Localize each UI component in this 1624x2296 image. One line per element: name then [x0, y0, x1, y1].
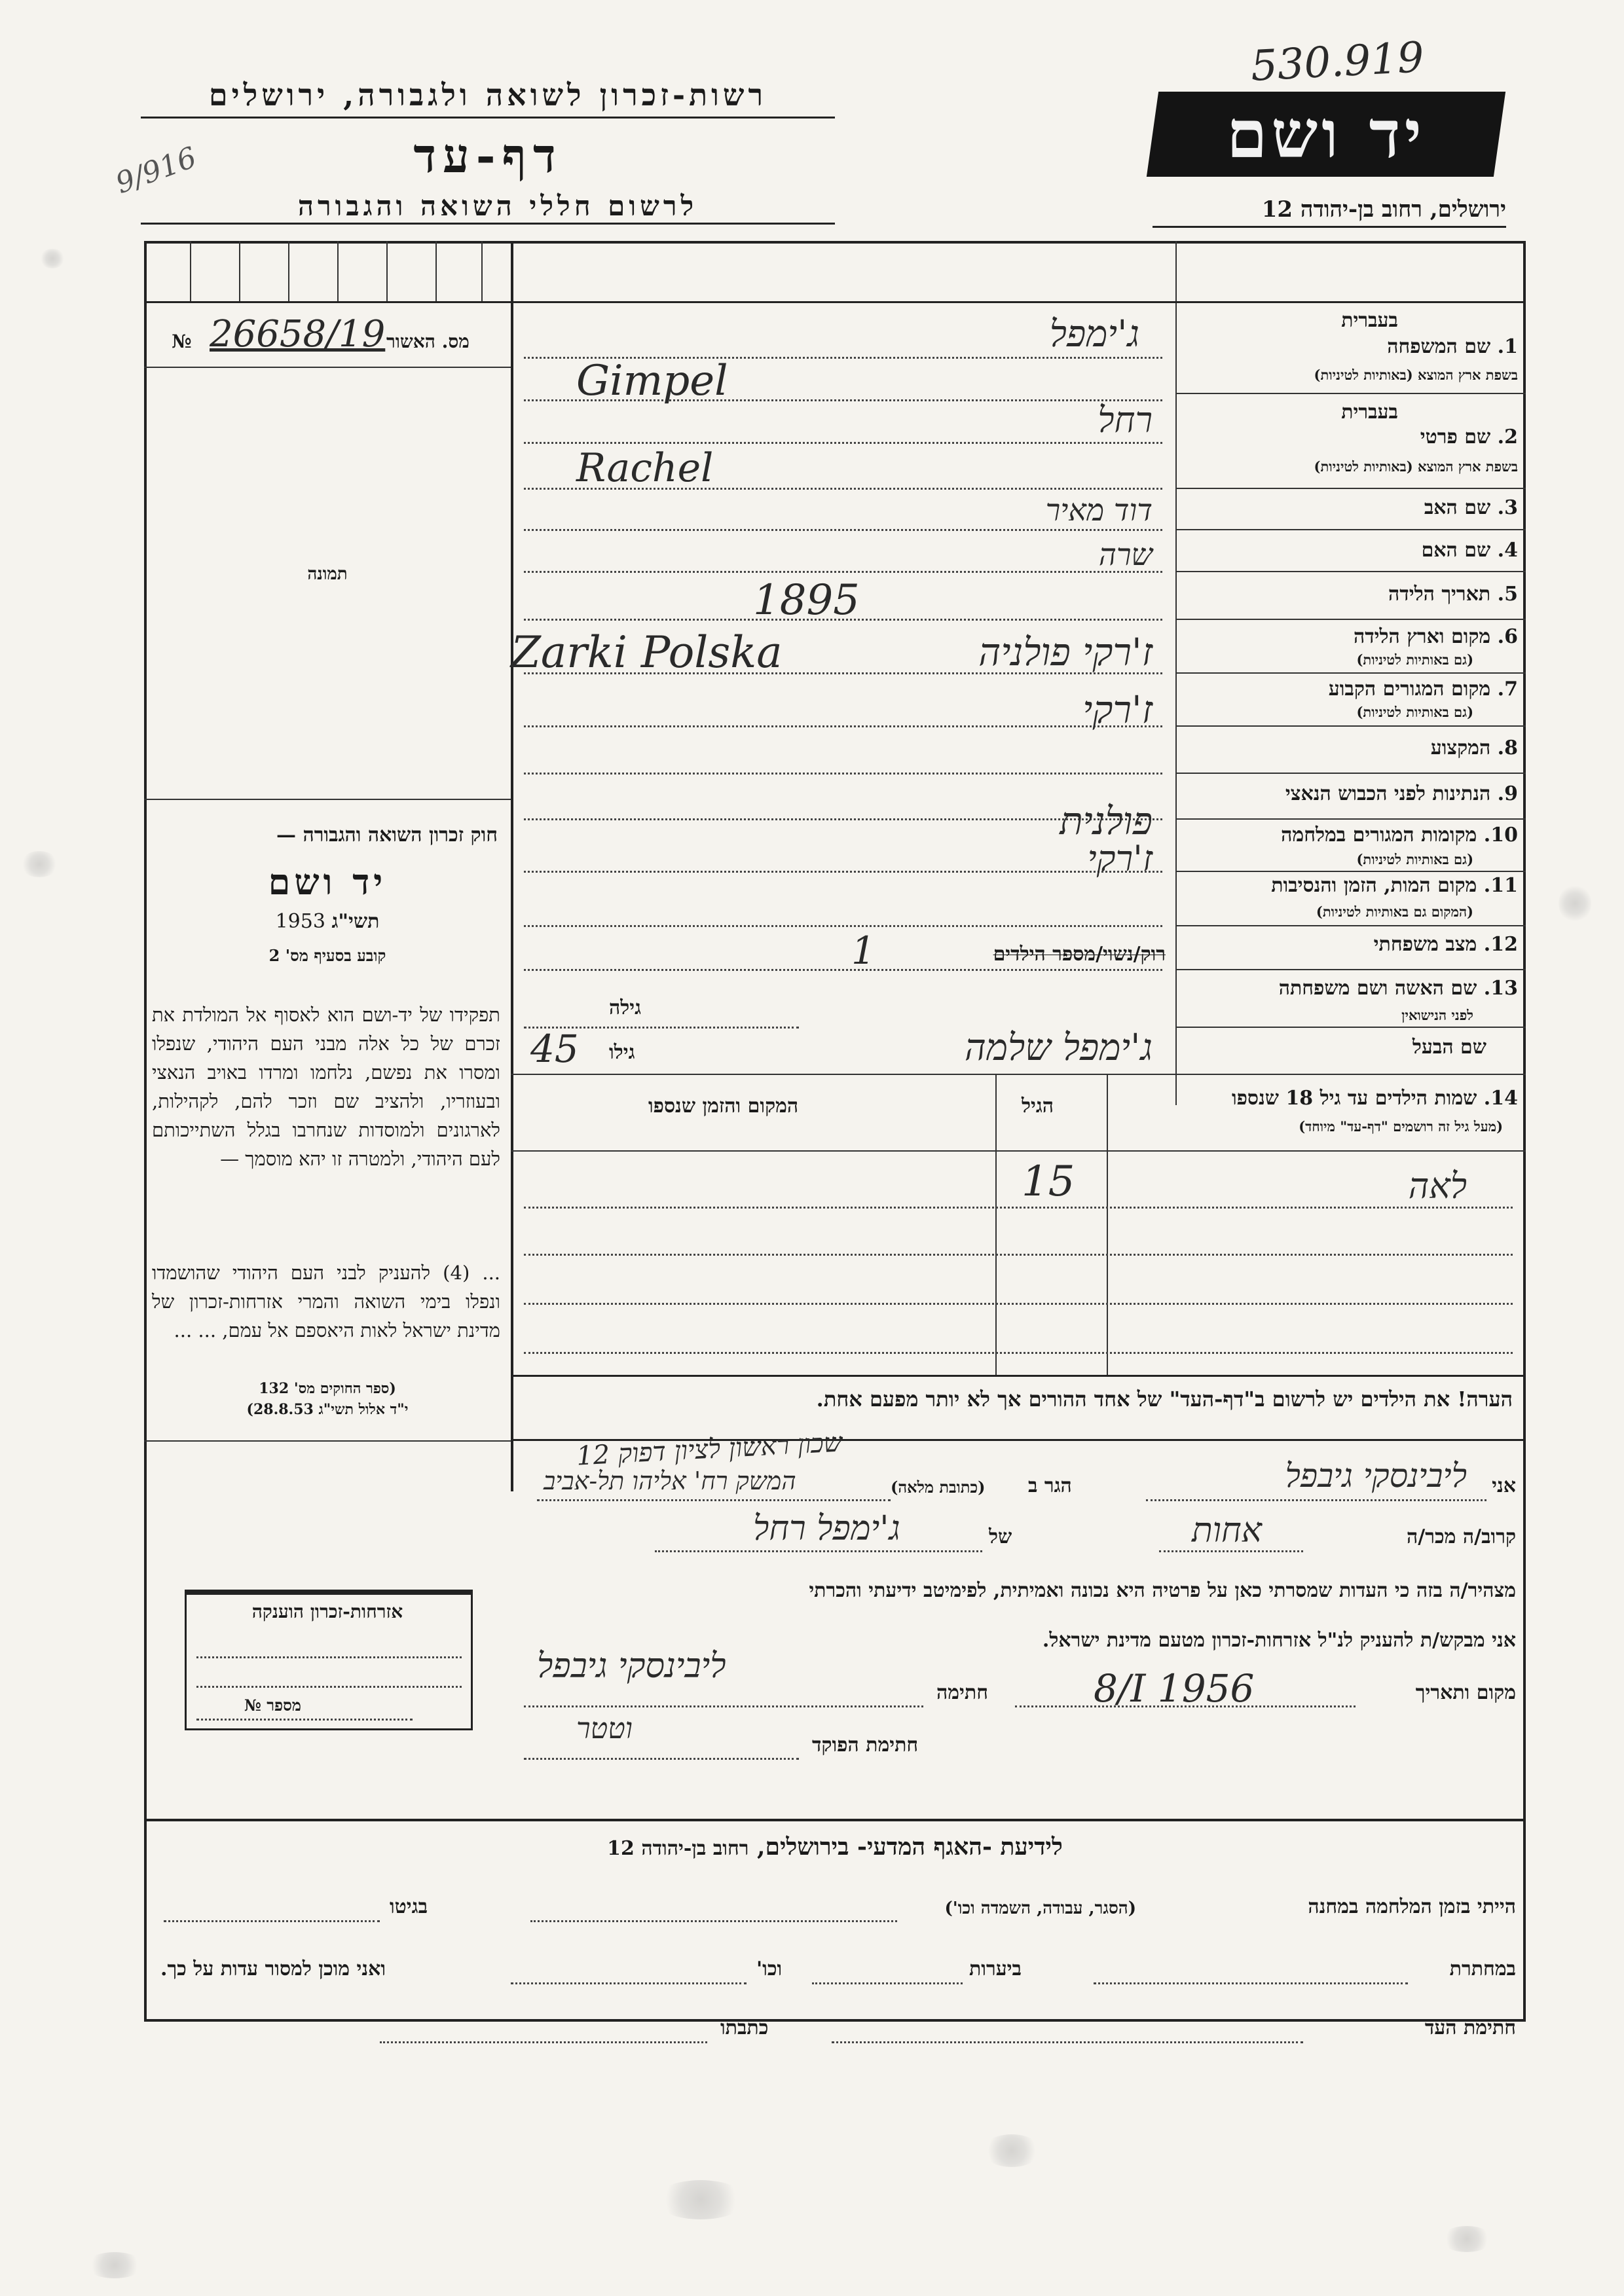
footer-line1-note: (הסגר, עבודה, השמדה וכו') — [944, 1899, 1136, 1918]
cert-number: 26658/19 — [210, 313, 386, 355]
husband-label: שם הבעל — [1412, 1036, 1486, 1059]
husband-age: 45 — [530, 1027, 579, 1071]
field-3-number: 3. — [1497, 496, 1518, 519]
field-13-number: 13. — [1483, 977, 1518, 1000]
law-text-2: ... (4) להעניק לבני העם היהודי שהושמדו ונפלו בימי השואה והמרי אזרחות-זכרון של מדינת ישראל לאות היאספם אל עמם, ... ... — [152, 1262, 501, 1341]
field-1-value-latin: Gimpel — [576, 357, 728, 405]
field-2-number: 2. — [1497, 426, 1518, 448]
address: ירושלים, רחוב בן-יהודה 12 — [1261, 196, 1506, 223]
field-9-number: 9. — [1497, 782, 1518, 805]
cert-label: מס. האשור — [386, 331, 470, 352]
field-6-label — [1354, 625, 1518, 648]
field-12-label — [1374, 933, 1518, 956]
child-1-name: לאה — [1408, 1165, 1467, 1207]
field-4-label — [1422, 539, 1518, 562]
children-number: 14. — [1483, 1087, 1518, 1110]
field-13-sub: לפני הנישואין — [1401, 1007, 1473, 1023]
law-name: יד ושם — [268, 861, 387, 903]
cert-number-sign: № — [172, 331, 192, 352]
relation-of-label: של — [989, 1525, 1012, 1548]
request-text: אני מבקש/ת להעניק לנ"ל אזרחות-זכרון מטעם מדינת ישראל. — [1042, 1629, 1516, 1652]
form-subtitle: לרשום חללי השואה והגבורה — [297, 190, 698, 222]
field-1-value-hebrew: ג'ימפל — [1049, 313, 1139, 355]
field-2-tag: בעברית — [1341, 401, 1398, 424]
children-header-text: שמות הילדים עד גיל 18 שנספו — [1231, 1087, 1477, 1110]
signature-label: חתימה — [936, 1681, 988, 1704]
declarant-signature: ליבינסקי גיבפל — [537, 1647, 726, 1686]
field-6-value-hebrew: ז'רקי פולניה — [978, 630, 1153, 674]
note-text: הערה! את הילדים יש לרשום ב"דף-העד" של אחד ההורים אך לא יותר מפעם אחת. — [816, 1387, 1513, 1412]
declaration-date: 8/I 1956 — [1094, 1666, 1255, 1711]
footer-title — [393, 1833, 1277, 1861]
place-date-label: מקום ותאריך — [1415, 1681, 1516, 1704]
logo-text: יד ושם — [1227, 96, 1426, 173]
field-2-label — [1420, 426, 1518, 448]
field-6-sub: (גם באותיות לטיניות) — [1356, 651, 1473, 668]
footer-line2-etc: וכו' — [756, 1958, 783, 1980]
field-10-name: מקומות המגורים במלחמה — [1281, 824, 1477, 847]
field-1-tag: בעברית — [1341, 309, 1398, 332]
field-7-name: מקום המגורים הקבוע — [1328, 678, 1491, 701]
law-year — [157, 910, 498, 933]
field-6-number: 6. — [1497, 625, 1518, 648]
field-9-name: הנתינות לפני הכבוש הנאצי — [1285, 782, 1491, 805]
field-9-value: פולנית — [1060, 799, 1153, 843]
field-2-sub: בשפת ארץ המוצא (באותיות לטיניות) — [1314, 458, 1518, 475]
field-5-label — [1388, 583, 1518, 606]
field-2-value-latin: Rachel — [576, 445, 714, 491]
declarant-address-1: שכון ראשון לציון דפוק 12 — [576, 1427, 843, 1472]
field-5-name: תאריך הלידה — [1388, 583, 1491, 606]
field-7-number: 7. — [1497, 678, 1518, 701]
footer-line1-camp: הייתי בזמן המלחמה במחנה — [1308, 1895, 1516, 1918]
citizenship-box-title: אזרחות-זכרון הוענקה — [251, 1601, 403, 1622]
declaration-text: מצהיר/ה בזה כי העדות שמסרתי כאן על פרטיה היא נכונה ואמיתית, לפימיטב ידיעתי והכרתי — [809, 1579, 1516, 1602]
footer-address: רחוב בן-יהודה 12 — [607, 1837, 749, 1860]
field-8-label — [1431, 737, 1518, 759]
law-date: י"ד אלול תשי"ג 28.8.53) — [246, 1401, 409, 1418]
field-5-value: 1895 — [753, 576, 860, 625]
declarant-address-label: (כתובת מלאה) — [891, 1478, 986, 1497]
children-header — [1232, 1087, 1518, 1110]
declarant-ani-label: אני — [1492, 1474, 1516, 1497]
law-year-hebrew: תשי"ג — [331, 910, 380, 933]
footer-line2-underground: במחתרת — [1449, 1958, 1516, 1980]
declarant-address-2: המשק רח' אליהו תל-אביב — [544, 1467, 796, 1495]
footer-title-text: לידיעת -האגף המדעי- בירושלים, — [757, 1833, 1063, 1861]
relation-label: קרוב/ה מכר/ה — [1407, 1525, 1516, 1548]
relation-of-value: ג'ימפל רחל — [753, 1509, 900, 1548]
field-3-name: שם האב — [1424, 496, 1491, 519]
field-3-label — [1424, 496, 1518, 519]
field-4-value: שרה — [1098, 537, 1153, 572]
field-1-label — [1387, 335, 1518, 358]
declarant-name: ליבינסקי גיבפל — [1285, 1457, 1467, 1495]
field-8-number: 8. — [1497, 737, 1518, 759]
marital-options: רוק/נשוי/מספר הילדים — [993, 943, 1166, 966]
law-source: (ספר החוקים מס' 132 — [259, 1380, 396, 1397]
husband-name-value: ג'ימפל שלמה — [965, 1027, 1153, 1069]
footer-line3-witness-signature: חתימת העד — [1424, 2016, 1516, 2039]
field-12-name: מצב משפחתי — [1373, 933, 1477, 956]
children-place-header: המקום והזמן שנספו — [648, 1095, 799, 1118]
children-count: 1 — [851, 928, 876, 973]
field-13-name: שם האשה ושם משפחתה — [1278, 977, 1477, 1000]
field-4-number: 4. — [1497, 539, 1518, 562]
field-10-label — [1281, 824, 1518, 847]
field-7-value: ז'רקי — [1082, 687, 1153, 732]
yad-vashem-logo — [1147, 92, 1505, 177]
field-5-number: 5. — [1497, 583, 1518, 606]
field-9-label — [1285, 782, 1518, 805]
field-11-label — [1271, 874, 1518, 897]
field-11-number: 11. — [1483, 874, 1518, 897]
law-title: חוק זכרון השואה והגבורה — — [276, 824, 498, 847]
field-11-sub: (המקום גם באותיות לטיניות) — [1316, 903, 1473, 920]
footer-line2-willing: ואני מוכן למסור עדות על כך. — [160, 1958, 386, 1980]
officer-signature: וטטר — [576, 1712, 633, 1745]
field-7-sub: (גם באותיות לטיניות) — [1356, 704, 1473, 720]
citizenship-box-number: מספר № — [244, 1696, 301, 1715]
field-3-value: דוד מאיר — [1045, 492, 1153, 528]
children-header-sub: (מעל גיל זה רושמים "דף-עד" מיוחד) — [1299, 1118, 1503, 1135]
officer-signature-label: חתימת הפוקד — [812, 1734, 919, 1757]
field-1-sub: בשפת ארץ המוצא (באותיות לטיניות) — [1314, 367, 1518, 383]
children-age-header: הגיל — [1022, 1095, 1054, 1118]
field-4-name: שם האם — [1421, 539, 1491, 562]
field-12-number: 12. — [1483, 933, 1518, 956]
field-10-sub: (גם באותיות לטיניות) — [1356, 851, 1473, 867]
relation-value: אחות — [1192, 1511, 1262, 1550]
field-1-number: 1. — [1497, 335, 1518, 358]
field-6-value-latin: Zarki Polska — [511, 627, 783, 678]
law-clause: קובע בסעיף מס' 2 — [268, 946, 386, 965]
field-2-name: שם פרטי — [1420, 426, 1491, 448]
margin-note: 9/916 — [111, 140, 201, 201]
file-number: 530.919 — [1249, 33, 1426, 91]
field-2-value-hebrew: רחל — [1098, 399, 1153, 441]
footer-line1-ghetto: בגיטו — [390, 1895, 428, 1918]
field-8-name: המקצוע — [1430, 737, 1491, 759]
field-13-label — [1279, 977, 1518, 1000]
law-year-number: 1953 — [275, 910, 325, 933]
law-text-1: תפקידו של יד-ושם הוא לאסוף אל המולדת את זכרם של כל אלה מבני העם היהודי, שנפלו ומסרו את נפשם, נלחמו ומרדו באויב הנאצי ובעוזריו, ולהציב שם וזכר להם, לקהילות, לארגונים ולמוסדות שנחרבו בגלל השתייכותם לעם היהודי, ולמטרה זו יהא מוסמך — — [152, 1004, 500, 1170]
husband-age-label: גילו — [609, 1041, 635, 1064]
field-1-name: שם המשפחה — [1387, 335, 1491, 358]
field-6-name: מקום וארץ הלידה — [1353, 625, 1491, 648]
form-title: דף-עד — [413, 128, 563, 183]
field-11-name: מקום המות, הזמן והנסיבות — [1271, 874, 1477, 897]
footer-line2-forests: ביערות — [969, 1958, 1022, 1980]
declarant-resides-label: הגר ב — [1028, 1474, 1072, 1497]
field-7-label — [1329, 678, 1518, 701]
authority-name: רשות-זכרון לשואה ולגבורה, ירושלים — [208, 77, 767, 113]
wife-age-label: גילה — [609, 996, 642, 1019]
footer-line3-address: כתבתו — [720, 2016, 769, 2039]
photo-label: תמונה — [307, 564, 348, 584]
field-10-number: 10. — [1483, 824, 1518, 847]
child-1-age: 15 — [1022, 1157, 1075, 1206]
field-10-value: ז'רקי — [1087, 838, 1153, 879]
